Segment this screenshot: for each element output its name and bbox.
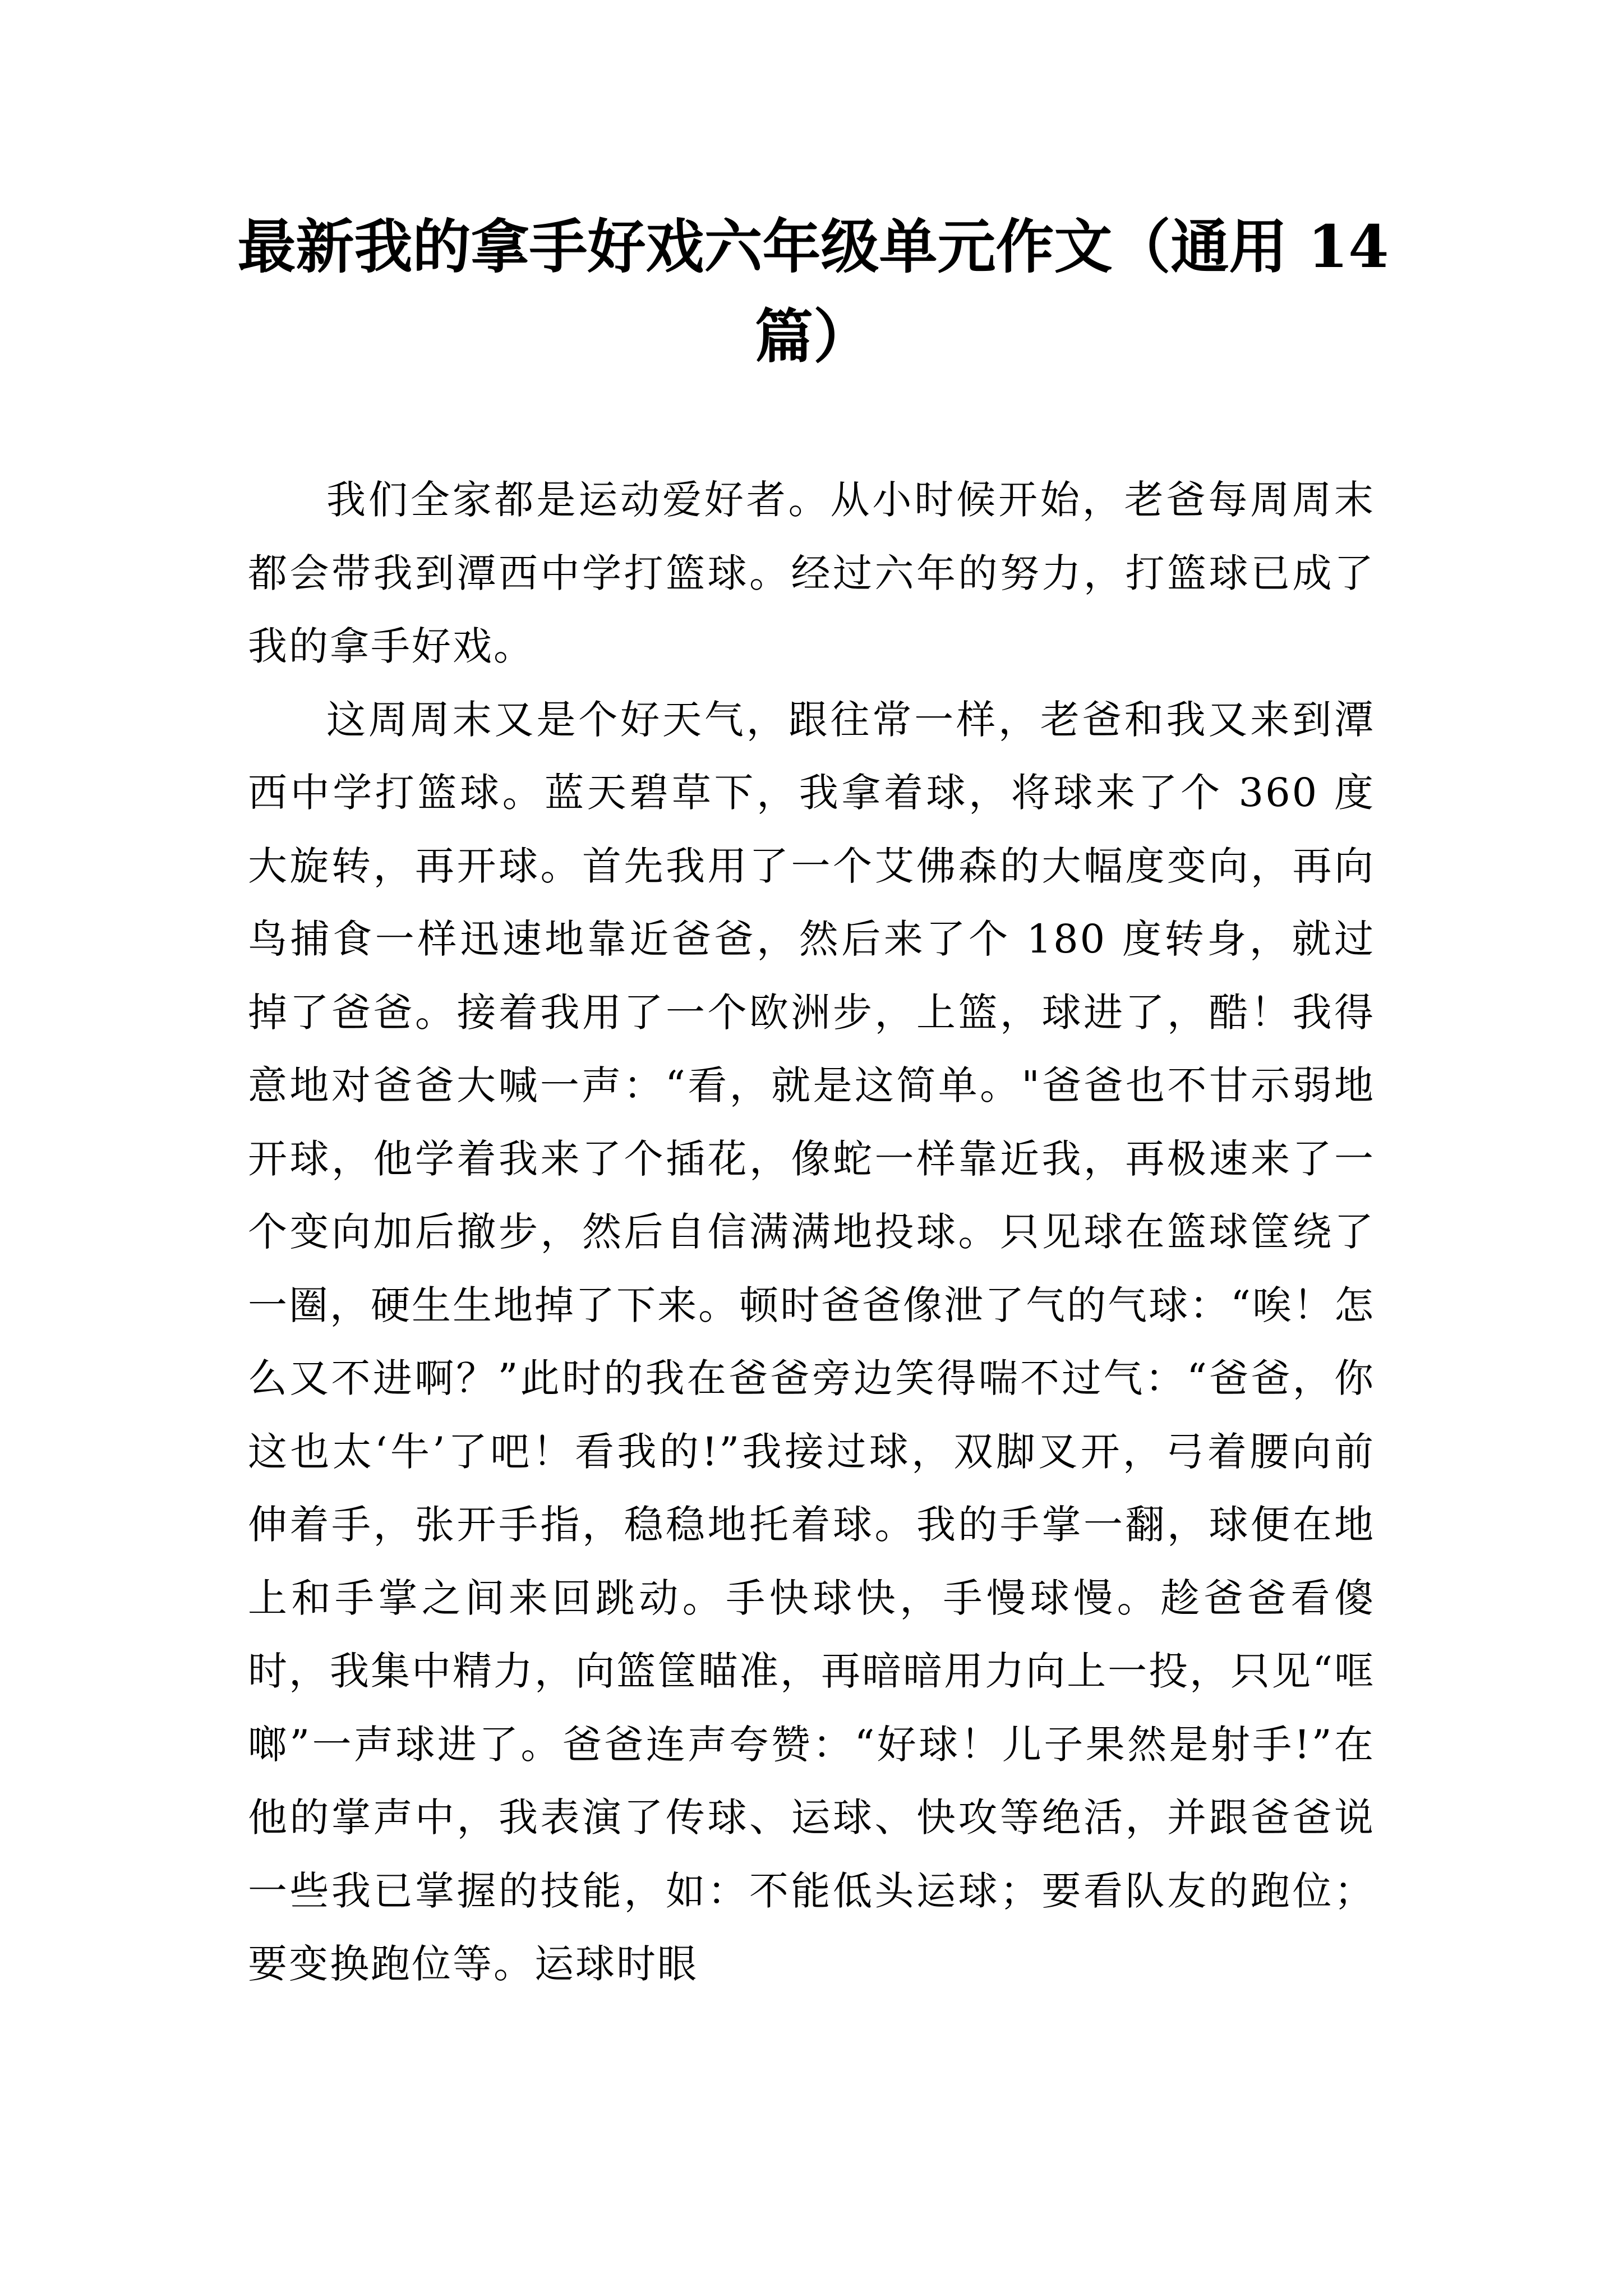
document-title: 最新我的拿手好戏六年级单元作文（通用 14 篇） — [237, 212, 1389, 371]
document-body — [248, 463, 1375, 2001]
paragraph-1: 我们全家都是运动爱好者。从小时候开始，老爸每周周末都会带我到潭西中学打篮球。经过六年的努力，打篮球已成了我的拿手好戏。 — [248, 477, 1375, 669]
paragraph-2: 这周周末又是个好天气，跟往常一样，老爸和我又来到潭西中学打篮球。蓝天碧草下，我拿着球，将球来了个 360 度大旋转，再开球。首先我用了一个艾佛森的大幅度变向，再向鸟捕食一样迅速地靠近爸爸，然后来了个 180 度转身，就过掉了爸爸。接着我用了一个欧洲步，上篮，球进了，酷！我得意地对爸爸大喊一声：“看，就是这简单。"爸爸也不甘示弱地开球，他学着我来了个插花，像蛇一样靠近我，再极速来了一个变向加后撤步，然后自信满满地投球。只见球在篮球筐绕了一圈，硬生生地掉了下来。顿时爸爸像泄了气的气球：“唉！怎么又不进啊？”此时的我在爸爸旁边笑得喘不过气：“爸爸，你这也太‘牛’了吧！看我的!”我接过球，双脚叉开，弓着腰向前伸着手，张开手指，稳稳地托着球。我的手掌一翻，球便在地上和手掌之间来回跳动。手快球快，手慢球慢。趁爸爸看傻时，我集中精力，向篮筐瞄准，再暗暗用力向上一投，只见“哐啷”一声球进了。爸爸连声夸赞：“好球！儿子果然是射手!”在他的掌声中，我表演了传球、运球、快攻等绝活，并跟爸爸说一些我已掌握的技能，如：不能低头运球；要看队友的跑位；要变换跑位等。运球时眼 — [248, 696, 1375, 1987]
